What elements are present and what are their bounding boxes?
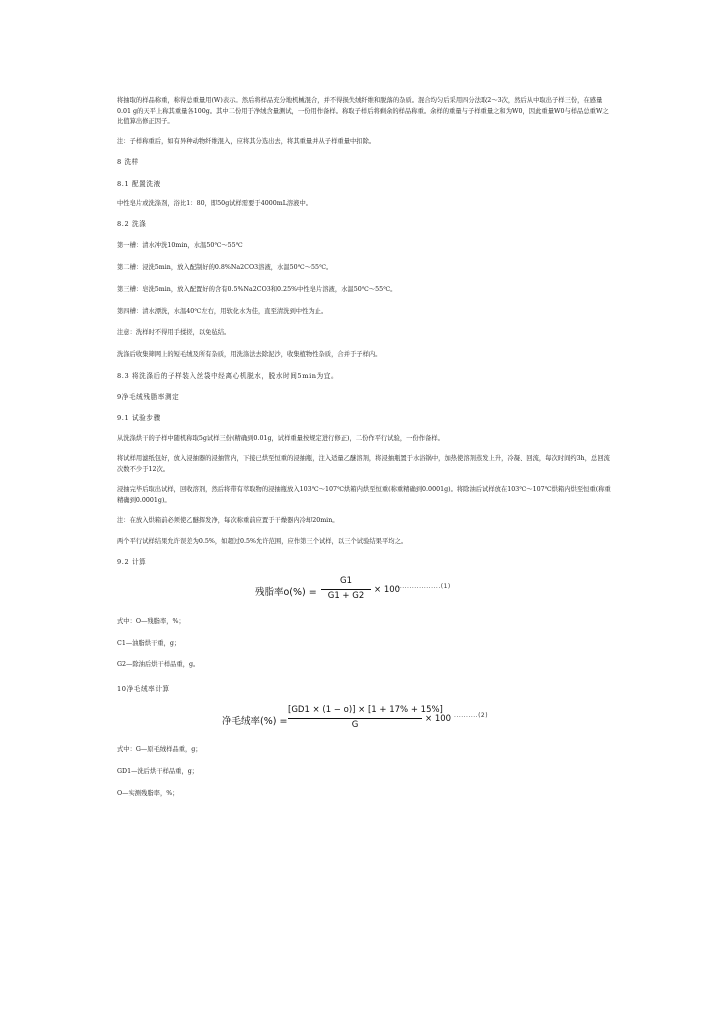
where-g: 式中：G—原毛绒样品重，g；	[117, 746, 202, 753]
formula-residual-grease	[255, 575, 485, 609]
formula-1-denominator: G1 + G2	[327, 591, 365, 601]
note-subsample: 注：子样称重后，如有异种动物纤维混入，应将其分选出去，将其重量并从子样重量中扣除。	[117, 138, 376, 145]
formula-1-multiplier: × 100	[374, 585, 401, 595]
where-o-measured: O—实测残脂率，%；	[117, 790, 179, 797]
paragraph-9-1-d: 两个平行试样结果允许误差为0.5%，如超过0.5%允许范围，应作第三个试样，以三个试验结果平均之。	[117, 538, 408, 545]
where-c1: C1—油脂烘干重，g；	[117, 640, 181, 647]
formula-1-numerator: G1	[340, 576, 352, 586]
formula-1-fraction	[321, 575, 371, 602]
heading-10: 10净毛绒率计算	[117, 685, 170, 693]
heading-8: 8 洗样	[117, 158, 139, 166]
paragraph-9-1-c: 浸抽完毕后取出试样，回收溶剂，然后将带有萃取物的浸抽瓶放入103℃～107℃烘箱内烘至恒重(称重精确到0.0001g)。将除油后试样放在103℃～107℃烘箱内烘至恒重(称重精确到0.0001g)。	[117, 486, 611, 504]
note-ether: 注：在放入烘箱前必须使乙醚挥发净，每次称重前应置于干燥器内冷却20min。	[117, 517, 339, 524]
heading-9-2: 9.2 计算	[117, 558, 147, 566]
formula-2-multiplier: × 100	[425, 714, 452, 724]
where-gd1: GD1—洗后烘干样品重，g；	[117, 768, 199, 775]
formula-2-denominator: G	[351, 720, 359, 730]
heading-8-3: 8.3 将洗涤后的子样装入丝袋中经离心机脱水，脱水时间5min为宜。	[117, 372, 339, 380]
wash-step-3: 第三槽：皂洗5min，放入配置好的含有0.5%Na2CO3和0.25%中性皂片溶液，水温50℃～55℃。	[117, 286, 397, 293]
paragraph-8-2: 洗涤后收集筛网上的短毛绒及所有杂质，用洗涤法去除泥沙，收集植物性杂质，合并于子样内。	[117, 351, 382, 358]
paragraph-sampling: 将抽取的样品称重，称得总重量用(W)表示。然后将样品充分地机械混合，并不得损失绒纤维和脱落的杂质。混合均匀后采用四分法取2～3次，然后从中取出子样三份，在感量0.01 g的天平上称其重量各100g。其中二份用于净绒含量测试，一份用作备样。称取子样后将剩余的样品称重。余样的重量与子样重量之和为W0，因此重量W0与样品总重W之比值算出修正因子。	[117, 97, 609, 125]
formula-clean-wool	[222, 704, 512, 738]
formula-1-number: ...................(1)	[395, 583, 451, 590]
paragraph-9-1-a: 从洗涤烘干的子样中随机称取5g试样三份(精确到0.01g，试样重量按规定进行修正)，二份作平行试验，一份作备样。	[117, 435, 444, 442]
wash-step-4: 第四槽：清水漂洗，水温40℃左右，用软化水为佳，直至清洗到中性为止。	[117, 308, 328, 315]
heading-9-1: 9.1 试验步骤	[117, 414, 161, 422]
formula-1-label: 残脂率o(%) =	[255, 587, 317, 598]
heading-9: 9净毛绒残脂率测定	[117, 393, 180, 401]
wash-step-2: 第二槽：浸洗5min，放入配制好的0.8%Na2CO3溶液，水温50℃～55℃。	[117, 264, 333, 271]
where-g2: G2—除油后烘干样品重，g。	[117, 661, 200, 668]
wash-step-1: 第一槽：清水冲洗10min，水温50℃～55℃	[117, 242, 243, 249]
formula-2-label: 净毛绒率(%) =	[222, 716, 288, 727]
paragraph-9-1-b: 将试样用滤纸包好，放入浸抽器的浸抽管内，下接已烘至恒重的浸抽瓶，注入适量乙醚溶剂，将浸抽瓶置于水浴锅中，加热使溶剂蒸发上升，冷凝、回流，每次时间约3h，总回流次数不少于12次。	[117, 455, 610, 473]
heading-8-2: 8.2 洗涤	[117, 220, 147, 228]
where-o: 式中：O—残脂率，%；	[117, 618, 185, 625]
note-no-rubbing: 注意：洗样时不得用手揉搓，以免毡结。	[117, 329, 231, 336]
paragraph-8-1: 中性皂片或洗涤剂，浴比1：80，即50g试样需要于4000mL溶液中。	[117, 200, 313, 207]
formula-2-numerator: [GD1 × (1 − o)] × [1 + 17% + 15%]	[288, 705, 443, 715]
formula-2-number: ..........(2)	[454, 712, 489, 719]
heading-8-1: 8.1 配置洗液	[117, 180, 161, 188]
